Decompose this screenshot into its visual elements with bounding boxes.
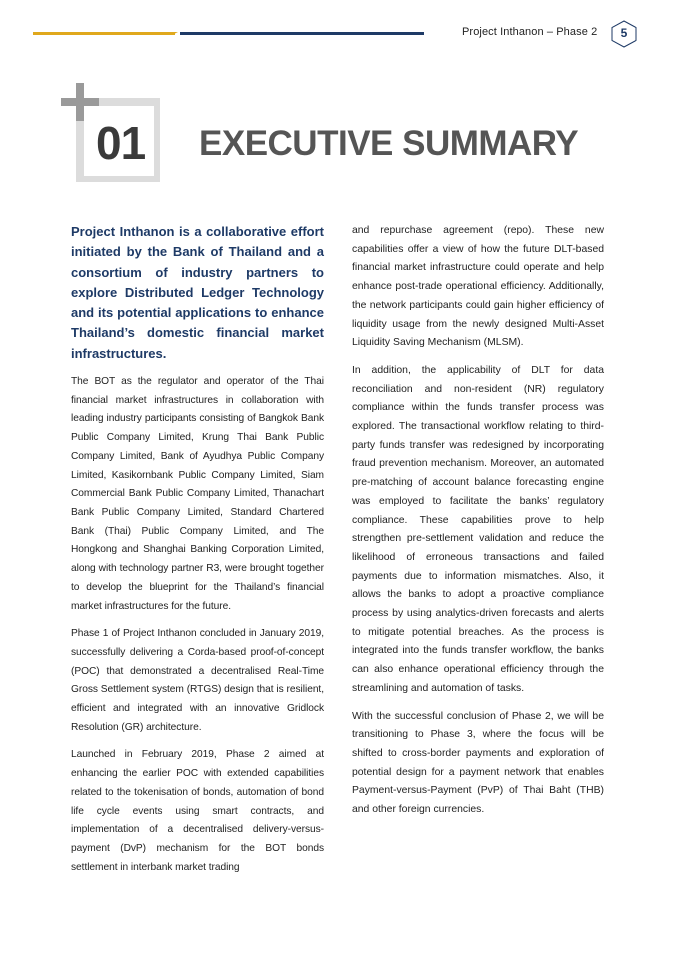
page-number: 5	[620, 26, 628, 40]
section-number: 01	[96, 117, 146, 169]
running-title: Project Inthanon – Phase 2	[462, 26, 598, 38]
header-rule-gold-tip	[172, 32, 178, 35]
right-column	[352, 222, 604, 829]
body-paragraph: Launched in February 2019, Phase 2 aimed at enhancing the earlier POC with extended capabilities related to the tokenisation of bonds, automation of bond life cycle events using smart contracts, and implementation of a decentralised delivery-versus-payment (DvP) mechanism for the BOT bonds settlement in interbank market trading	[71, 749, 324, 873]
body-paragraph: and repurchase agreement (repo). These new capabilities offer a view of how the future DLT-based financial market infrastructure could operate and help enhance post-trade operational efficiency. Additionally, the network participants could gain higher efficiency of liquidity usage from the newly designed Multi-Asset Liquidity Saving Mechanism (MLSM).	[352, 225, 604, 349]
header-rule-gold	[33, 32, 175, 35]
body-paragraph: Phase 1 of Project Inthanon concluded in January 2019, successfully delivering a Corda-based proof-of-concept (POC) that demonstrated a decentralised Real-Time Gross Settlement system (RTGS) design that is resilient, efficient and integrated with an innovative Gridlock Resolution (GR) architecture.	[71, 628, 324, 733]
body-paragraph: In addition, the applicability of DLT for data reconciliation and non-resident (NR) regulatory compliance within the funds transfer process was explored. The transactional workflow relating to third-party funds transfer was redesigned by incorporating fraud prevention mechanism. Moreover, an automated pre-matching of account balance forecasting engine was employed to facilitate the banks’ regulatory compliance. These capabilities prove to help strengthen pre-settlement validation and reduce the likelihood of erroneous transactions and failed payments due to information mismatches. Also, it allows the banks to adopt a proactive compliance process by using analytics-driven forecasts and alerts to mitigate potential breaches. As the process is integrated into the funds transfer workflow, the banks can also enhance operational efficiency through the streamlining and automation of tasks.	[352, 364, 604, 694]
header-rule-navy	[180, 32, 424, 35]
section-title: EXECUTIVE SUMMARY	[199, 124, 579, 163]
body-paragraph: With the successful conclusion of Phase 2, we will be transitioning to Phase 3, where the focus will be shifted to cross-border payments and exploration of potential design for a payment network that enables Payment-versus-Payment (PvP) of Thai Baht (THB) and other foreign currencies.	[352, 710, 604, 816]
left-column	[71, 222, 324, 886]
plus-icon-vertical	[76, 83, 84, 121]
body-paragraph: The BOT as the regulator and operator of the Thai financial market infrastructures in collaboration with leading industry participants consisting of Bangkok Bank Public Company Limited, Krung Thai Bank Public Company Limited, Bank of Ayudhya Public Company Limited, Kasikornbank Public Company Limited, Siam Commercial Bank Public Company Limited, Thanachart Bank Public Company Limited, Standard Chartered Bank (Thai) Public Company Limited, and The Hongkong and Shanghai Banking Corporation Limited, along with technology partner R3, were brought together to develop the blueprint for the Thailand’s financial market infrastructures for the future.	[71, 376, 324, 612]
page-number-badge	[610, 20, 638, 48]
lead-paragraph: Project Inthanon is a collaborative effort initiated by the Bank of Thailand and a consortium of industry partners to explore Distributed Ledger Technology and its potential applications to enhance Thailand’s domestic financial market infrastructures.	[71, 224, 324, 361]
